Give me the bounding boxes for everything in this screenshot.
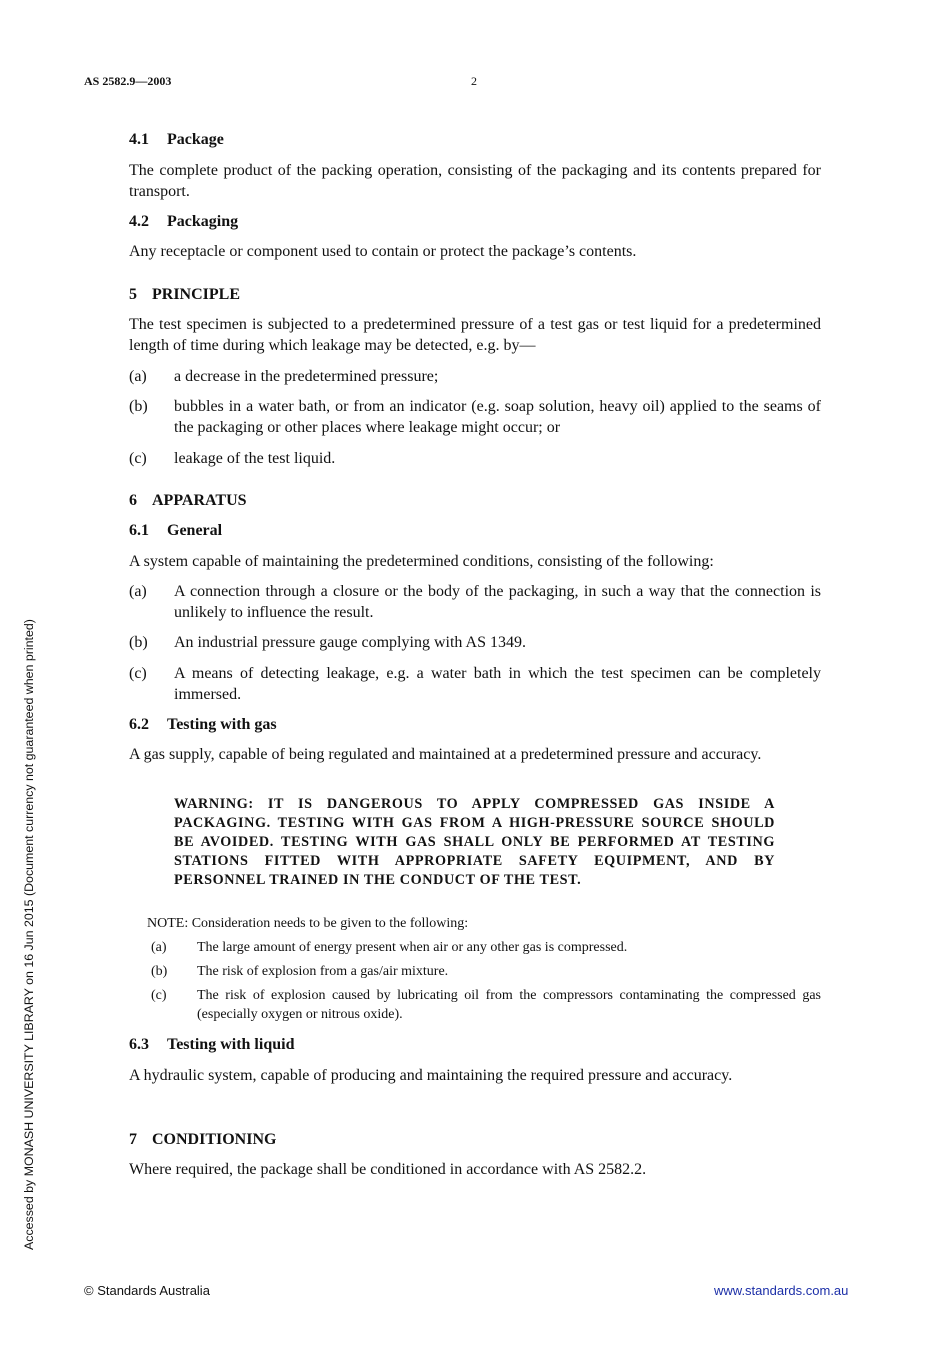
copyright-notice: © Standards Australia <box>84 1283 210 1298</box>
note-label: (a) <box>151 940 167 955</box>
section-number: 6.2 <box>129 716 149 733</box>
section-title: CONDITIONING <box>152 1131 277 1148</box>
section-4-1-text: The complete product of the packing operation, consisting of the packaging and its contents prepared for transport. <box>129 162 821 200</box>
section-title: Package <box>167 131 224 148</box>
section-7-heading <box>129 1129 276 1150</box>
list-label: (b) <box>129 398 148 415</box>
section-number: 7 <box>129 1131 137 1148</box>
section-4-2-text: Any receptacle or component used to contain or protect the package’s contents. <box>129 243 637 260</box>
section-number: 6.3 <box>129 1036 149 1053</box>
note-heading: NOTE: Consideration needs to be given to the following: <box>147 916 469 931</box>
section-title: Testing with liquid <box>167 1036 295 1053</box>
section-5-heading <box>129 284 240 305</box>
section-number: 6 <box>129 492 137 509</box>
list-text: A means of detecting leakage, e.g. a water bath in which the test specimen can be completely immersed. <box>174 665 821 703</box>
standard-number: AS 2582.9—2003 <box>84 74 172 88</box>
note-text: The risk of explosion caused by lubricating oil from the compressors contaminating the compressed gas (especially oxygen or nitrous oxide). <box>197 988 821 1022</box>
list-label: (c) <box>129 665 147 682</box>
list-text: A connection through a closure or the body of the packaging, in such a way that the connection is unlikely to influence the result. <box>174 583 821 621</box>
note-label: (b) <box>151 964 168 979</box>
section-title: General <box>167 522 223 539</box>
website-link[interactable]: www.standards.com.au <box>714 1283 849 1298</box>
list-text: An industrial pressure gauge complying with AS 1349. <box>174 634 526 651</box>
section-6-2-text: A gas supply, capable of being regulated and maintained at a predetermined pressure and accuracy. <box>129 746 762 763</box>
list-text: bubbles in a water bath, or from an indicator (e.g. soap solution, heavy oil) applied to the seams of the packaging or other places where leakage might occur; or <box>174 398 821 436</box>
list-label: (a) <box>129 583 147 600</box>
section-number: 4.2 <box>129 213 149 230</box>
access-watermark: Accessed by MONASH UNIVERSITY LIBRARY on 16 Jun 2015 (Document currency not guaranteed when printed) <box>22 619 36 1250</box>
section-number: 6.1 <box>129 522 149 539</box>
list-item <box>129 396 821 438</box>
note-text: The large amount of energy present when air or any other gas is compressed. <box>197 940 628 955</box>
section-number: 4.1 <box>129 131 149 148</box>
section-6-3-heading <box>129 1034 294 1055</box>
note-item <box>151 938 821 957</box>
section-title: Testing with gas <box>167 716 277 733</box>
note-item <box>151 962 821 981</box>
list-item <box>129 366 821 387</box>
section-title: APPARATUS <box>152 492 247 509</box>
section-4-2-heading <box>129 211 238 232</box>
list-item <box>129 632 821 653</box>
section-6-heading <box>129 490 247 511</box>
section-7-text: Where required, the package shall be conditioned in accordance with AS 2582.2. <box>129 1161 647 1178</box>
list-text: leakage of the test liquid. <box>174 450 336 467</box>
section-6-1-text: A system capable of maintaining the predetermined conditions, consisting of the following: <box>129 553 714 570</box>
note-item <box>151 986 821 1024</box>
list-label: (a) <box>129 368 147 385</box>
section-6-3-text: A hydraulic system, capable of producing and maintaining the required pressure and accuracy. <box>129 1067 733 1084</box>
section-5-text: The test specimen is subjected to a predetermined pressure of a test gas or test liquid for a predetermined length of time during which leakage may be detected, e.g. by— <box>129 316 821 354</box>
page-number: 2 <box>471 74 477 88</box>
section-number: 5 <box>129 286 137 303</box>
section-title: Packaging <box>167 213 239 230</box>
list-text: a decrease in the predetermined pressure; <box>174 368 439 385</box>
section-6-2-heading <box>129 714 277 735</box>
warning-text: WARNING: IT IS DANGEROUS TO APPLY COMPRESSED GAS INSIDE A PACKAGING. TESTING WITH GAS FROM A HIGH-PRESSURE SOURCE SHOULD BE AVOIDED. TESTING WITH GAS SHALL ONLY BE PERFORMED AT TESTING STATIONS FITTED WITH APPROPRIATE SAFETY EQUIPMENT, AND BY PERSONNEL TRAINED IN THE CONDUCT OF THE TEST. <box>174 796 775 888</box>
list-label: (b) <box>129 634 148 651</box>
list-item <box>129 448 821 469</box>
section-4-1-heading <box>129 129 224 150</box>
section-6-1-heading <box>129 520 222 541</box>
note-text: The risk of explosion from a gas/air mixture. <box>197 964 449 979</box>
list-item <box>129 663 821 705</box>
note-label: (c) <box>151 988 167 1003</box>
list-label: (c) <box>129 450 147 467</box>
list-item <box>129 581 821 623</box>
section-title: PRINCIPLE <box>152 286 241 303</box>
